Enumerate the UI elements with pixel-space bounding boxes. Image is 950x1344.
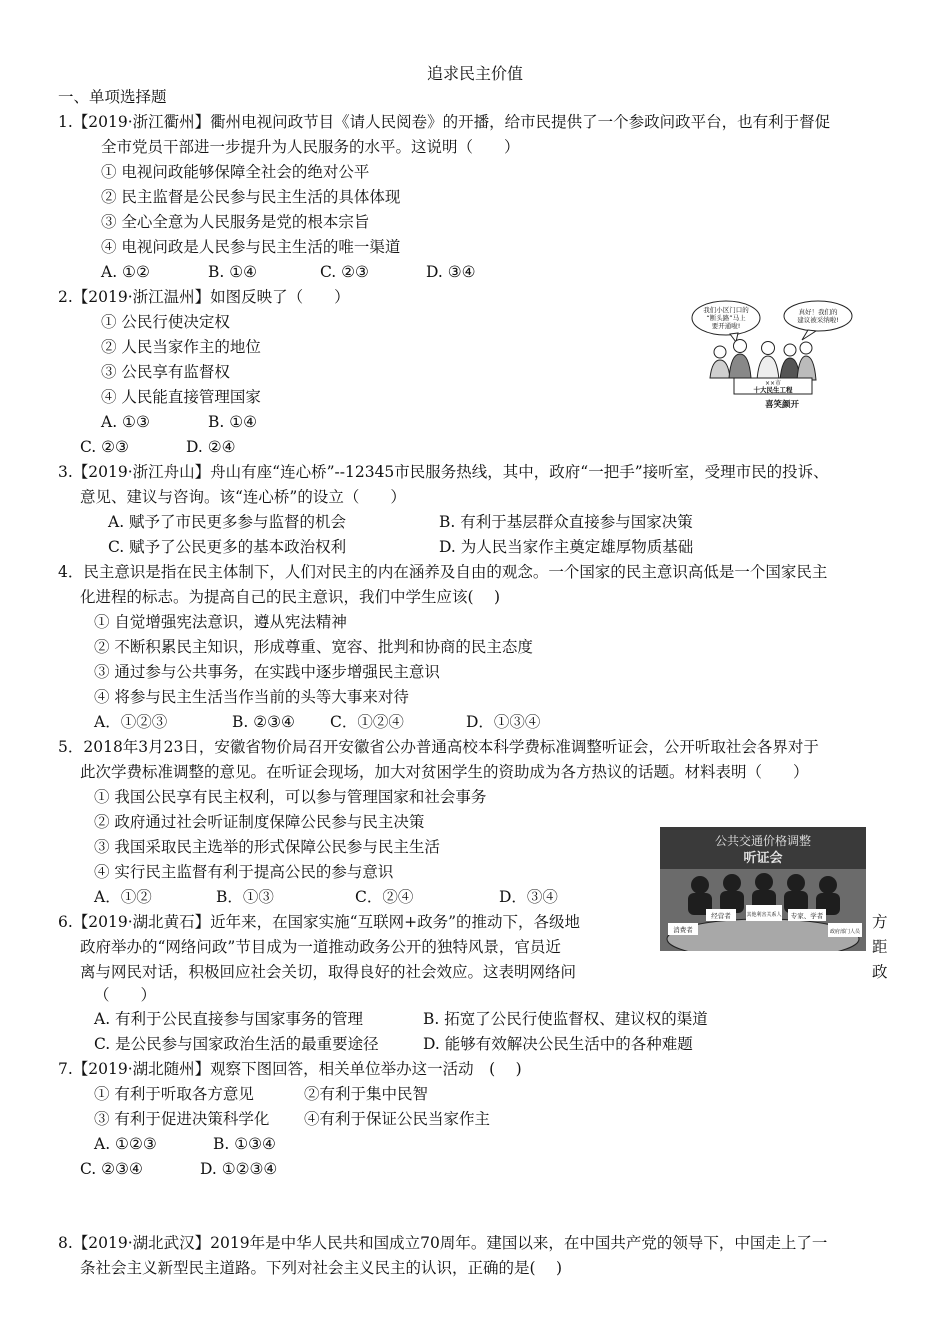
q3-option-b[interactable]: B. 有利于基层群众直接参与国家决策	[439, 513, 693, 531]
q5-hearing-figure	[660, 827, 866, 951]
q1-stem-line2: 全市党员干部进一步提升为人民服务的水平。这说明（ ）	[101, 138, 520, 156]
q6-option-b[interactable]: B. 拓宽了公民行使监督权、建议权的渠道	[423, 1010, 708, 1028]
q6-stem-line3: 离与网民对话，积极回应社会关切，取得良好的社会效应。这表明网络问	[80, 963, 577, 981]
q4-statement-3: ③ 通过参与公共事务，在实践中逐步增强民主意识	[94, 663, 440, 681]
q1-statement-1: ① 电视问政能够保障全社会的绝对公平	[101, 163, 370, 181]
q4-statement-2: ② 不断积累民主知识，形成尊重、宽容、批判和协商的民主态度	[94, 638, 533, 656]
hearing-title-line2: 听证会	[743, 851, 783, 866]
hearing-tag-expert: 专家、学者	[790, 912, 824, 920]
q1-statement-2: ② 民主监督是公民参与民主生活的具体体现	[101, 188, 401, 206]
q5-option-b[interactable]: B．①③	[216, 888, 274, 906]
q7-statement-1: ① 有利于听取各方意见	[94, 1085, 254, 1103]
q6-stem-line2-end: 距	[872, 938, 888, 956]
q4-stem-line1: 4．民主意识是指在民主体制下，人们对民主的内在涵养及自由的观念。一个国家的民主意识高低是一个国家民主	[58, 563, 828, 581]
cartoon-bubble-left-line3: 要开通啦!	[711, 322, 741, 330]
q4-option-a[interactable]: A．①②③	[94, 713, 168, 731]
cartoon-bubble-left-line1: 我们小区门口的	[703, 306, 749, 314]
q8-stem-line1: 8.【2019·湖北武汉】2019年是中华人民共和国成立70周年。建国以来，在中国共产党的领导下，中国走上了一	[58, 1234, 828, 1252]
hearing-title-line1: 公共交通价格调整	[714, 834, 812, 848]
q3-option-d[interactable]: D. 为人民当家作主奠定雄厚物质基础	[439, 538, 694, 556]
q1-option-d[interactable]: D. ③④	[426, 263, 476, 281]
q3-option-c[interactable]: C. 赋予了公民更多的基本政治权利	[108, 538, 347, 556]
q2-cartoon-figure	[690, 298, 858, 412]
q1-option-a[interactable]: A. ①②	[101, 263, 150, 281]
q4-option-b[interactable]: B. ②③④	[232, 713, 295, 731]
hearing-tag-government: 政府部门人员	[829, 929, 861, 935]
q4-statement-1: ① 自觉增强宪法意识，遵从宪法精神	[94, 613, 347, 631]
q4-statement-4: ④ 将参与民主生活当作当前的头等大事来对待	[94, 688, 409, 706]
page-title: 追求民主价值	[426, 64, 523, 83]
q1-stem-line1: 1.【2019·浙江衢州】衢州电视问政节目《请人民阅卷》的开播，给市民提供了一个参政问政平台，也有利于督促	[58, 113, 831, 131]
cartoon-caption: 喜笑颜开	[764, 400, 800, 410]
q1-statement-3: ③ 全心全意为人民服务是党的根本宗旨	[101, 213, 370, 231]
cartoon-bubble-right-line1: 真好！我们的	[798, 308, 838, 316]
q5-statement-3: ③ 我国采取民主选举的形式保障公民参与民主生活	[94, 838, 440, 856]
q6-stem-line1-end: 方	[872, 913, 888, 931]
q5-stem-line2: 此次学费标准调整的意见。在听证会现场，加大对贫困学生的资助成为各方热议的话题。材料表明（ ）	[80, 763, 809, 781]
section-heading: 一、单项选择题	[58, 88, 167, 106]
q7-statement-4: ④有利于保证公民当家作主	[304, 1110, 491, 1128]
q5-option-d[interactable]: D．③④	[499, 888, 558, 906]
q5-option-c[interactable]: C．②④	[355, 888, 414, 906]
q1-option-c[interactable]: C. ②③	[320, 263, 369, 281]
q7-statement-2: ②有利于集中民智	[304, 1085, 429, 1103]
q4-option-d[interactable]: D．①③④	[466, 713, 541, 731]
q3-stem-line1: 3.【2019·浙江舟山】舟山有座“连心桥”--12345市民服务热线，其中，政府“一把手”接听室，受理市民的投诉、	[58, 463, 829, 481]
q2-statement-4: ④ 人民能直接管理国家	[101, 388, 261, 406]
cartoon-bubble-right-line2: 建议被采纳啦!	[797, 316, 839, 324]
hearing-tag-consumer: 消费者	[673, 926, 693, 934]
q6-option-c[interactable]: C. 是公民参与国家政治生活的最重要途径	[94, 1035, 379, 1053]
hearing-tag-operator: 经营者	[711, 912, 731, 920]
q2-statement-3: ③ 公民享有监督权	[101, 363, 230, 381]
q7-option-c[interactable]: C. ②③④	[80, 1160, 143, 1178]
q7-option-a[interactable]: A. ①②③	[94, 1135, 157, 1153]
q6-answer-blank: （ ）	[94, 986, 157, 1004]
q5-statement-2: ② 政府通过社会听证制度保障公民参与民主决策	[94, 813, 425, 831]
q2-option-b[interactable]: B. ①④	[208, 413, 258, 431]
q2-statement-1: ① 公民行使决定权	[101, 313, 230, 331]
q5-statement-4: ④ 实行民主监督有利于提高公民的参与意识	[94, 863, 394, 881]
q7-statement-3: ③ 有利于促进决策科学化	[94, 1110, 270, 1128]
q7-stem: 7.【2019·湖北随州】观察下图回答，相关单位举办这一活动 ( )	[58, 1060, 522, 1078]
q2-stem: 2.【2019·浙江温州】如图反映了（ ）	[58, 288, 350, 306]
q4-option-c[interactable]: C．①②④	[330, 713, 404, 731]
q4-stem-line2: 化进程的标志。为提高自己的民主意识，我们中学生应该( )	[80, 588, 501, 606]
q6-option-d[interactable]: D. 能够有效解决公民生活中的各种难题	[423, 1035, 693, 1053]
q6-option-a[interactable]: A. 有利于公民直接参与国家事务的管理	[94, 1010, 364, 1028]
q5-statement-1: ① 我国公民享有民主权利，可以参与管理国家和社会事务	[94, 788, 487, 806]
q1-statement-4: ④ 电视问政是人民参与民主生活的唯一渠道	[101, 238, 401, 256]
q6-stem-line2: 政府举办的“网络问政”节目成为一道推动政务公开的独特风景，官员近	[80, 938, 561, 956]
cartoon-banner-line2: 十大民生工程	[753, 386, 793, 394]
q3-stem-line2: 意见、建议与咨询。该“连心桥”的设立（ ）	[80, 488, 406, 506]
q5-stem-line1: 5．2018年3月23日，安徽省物价局召开安徽省公办普通高校本科学费标准调整听证会，公开听取社会各界对于	[58, 738, 819, 756]
q6-stem-line1: 6.【2019·湖北黄石】近年来，在国家实施“互联网+政务”的推动下，各级地	[58, 913, 580, 931]
cartoon-people	[710, 340, 816, 381]
q2-statement-2: ② 人民当家作主的地位	[101, 338, 261, 356]
q7-option-d[interactable]: D. ①②③④	[200, 1160, 278, 1178]
q7-option-b[interactable]: B. ①③④	[213, 1135, 276, 1153]
q5-option-a[interactable]: A．①②	[94, 888, 152, 906]
q2-option-a[interactable]: A. ①③	[101, 413, 150, 431]
q2-option-d[interactable]: D. ②④	[186, 438, 236, 456]
hearing-tag-stakeholder: 其他利害关系人	[746, 912, 782, 918]
cartoon-banner-line1: ××市	[764, 380, 782, 387]
cartoon-bubble-left-line2: “断头路”马上	[706, 314, 746, 322]
q2-option-c[interactable]: C. ②③	[80, 438, 129, 456]
q6-stem-line3-end: 政	[872, 963, 888, 981]
q3-option-a[interactable]: A. 赋予了市民更多参与监督的机会	[108, 513, 347, 531]
q1-option-b[interactable]: B. ①④	[208, 263, 258, 281]
q8-stem-line2: 条社会主义新型民主道路。下列对社会主义民主的认识，正确的是( )	[80, 1259, 563, 1277]
